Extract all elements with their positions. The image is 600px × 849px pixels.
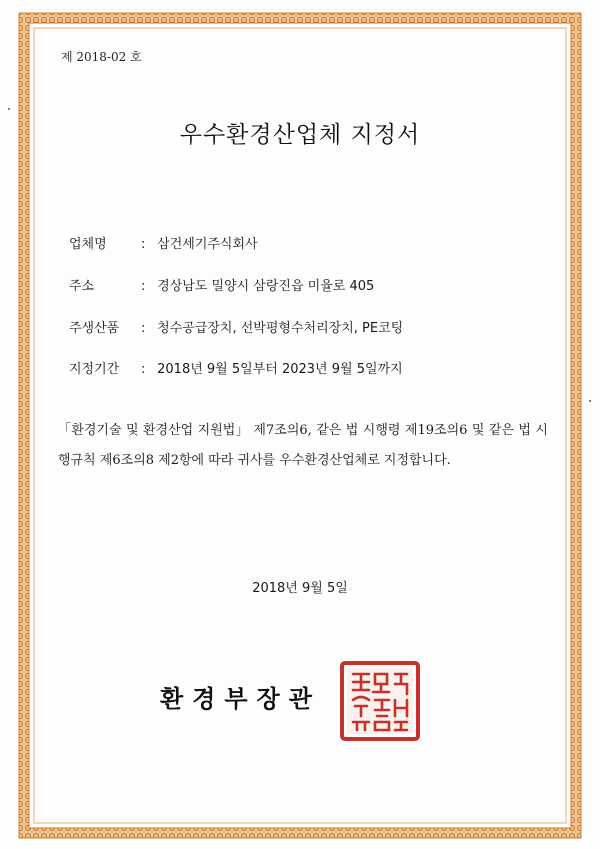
field-products: 주생산품 : 청수공급장치, 선박평형수처리장치, PE코팅: [69, 317, 403, 336]
field-address: 주소 : 경상남도 밀양시 삼랑진읍 미율로 405: [69, 275, 374, 294]
field-value: 청수공급장치, 선박평형수처리장치, PE코팅: [157, 321, 404, 336]
issue-date: 2018년 9월 5일: [252, 581, 348, 596]
scan-speck: [8, 108, 10, 110]
field-period: 지정기간 : 2018년 9월 5일부터 2023년 9월 5일까지: [69, 358, 403, 377]
page-title: 우수환경산업체 지정서: [179, 122, 421, 148]
field-company: 업체명 : 삼건세기주식회사: [69, 233, 258, 252]
field-value: 삼건세기주식회사: [157, 237, 258, 252]
field-value: 경상남도 밀양시 삼랑진읍 미율로 405: [157, 279, 375, 294]
document-number: 제 2018-02 호: [61, 50, 142, 64]
field-label: 업체명: [69, 237, 107, 252]
field-label: 주생산품: [69, 321, 120, 336]
scan-speck: [589, 400, 591, 402]
field-label: 지정기간: [69, 362, 120, 377]
designation-statement: 「환경기술 및 환경산업 지원법」 제7조의6, 같은 법 시행령 제19조의6 및 같은 법 시행규칙 제6조의8 제2항에 따라 귀사를 우수환경산업체로 지정합니다.: [58, 423, 548, 468]
field-label: 주소: [69, 279, 95, 294]
official-seal-icon: [339, 660, 421, 742]
issuer-title: 환경부장관: [160, 685, 321, 713]
field-value: 2018년 9월 5일부터 2023년 9월 5일까지: [157, 362, 403, 377]
